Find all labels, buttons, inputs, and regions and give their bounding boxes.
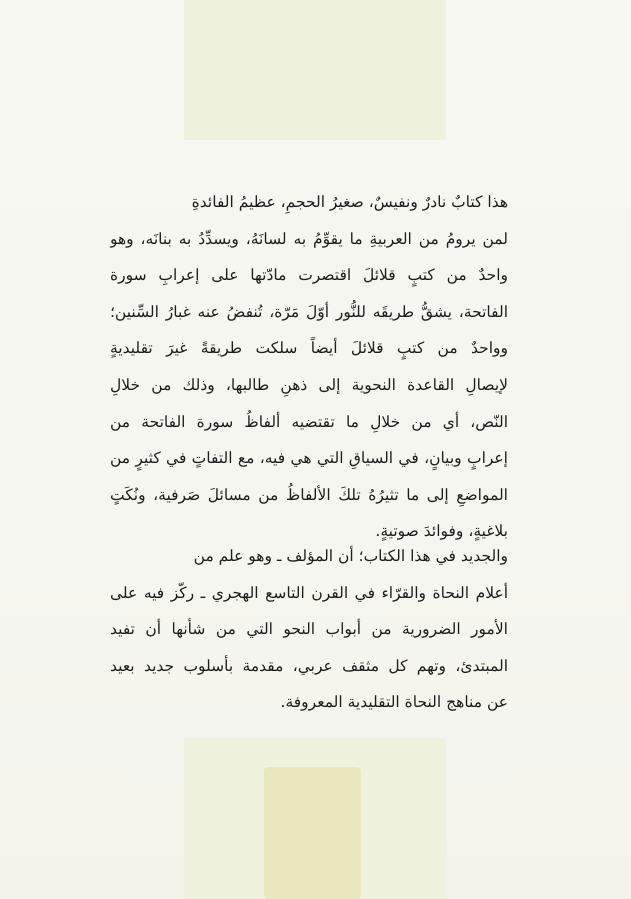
description-paragraph-2 [110, 538, 508, 721]
paragraph-line: عن مناهج النحاة التقليدية المعروفة. [280, 693, 508, 712]
paragraph-line: لمن يرومُ من العربيةِ ما يقوِّمُ به لسانَهُ، ويسدِّدُ به بنانَه، وهو [110, 229, 508, 248]
paragraph-line: إعرابٍ وبيانٍ، في السياقِ التي هي فيه، مع التفاتٍ في كثيرٍ من [110, 449, 508, 468]
bottom-decorative-panel [184, 738, 446, 899]
paragraph-line: هذا كتابٌ نادرٌ ونفيسٌ، صغيرُ الحجمِ، عظيمُ الفائدةِ [191, 193, 508, 211]
description-paragraph-1 [110, 184, 508, 550]
paragraph-line: المواضعِ إلى ما تثيرُهُ تلكَ الألفاظُ من مسائلَ صَرفية، ونُكَتٍ [110, 485, 508, 504]
paragraph-line: وواحدٌ من كتبٍ قلائلَ أيضاً سلكت طريقةً غيرَ تقليديةٍ [110, 339, 508, 358]
paragraph-line: والجديد في هذا الكتاب؛ أن المؤلف ـ وهو علم من [193, 547, 508, 565]
top-decorative-panel [184, 0, 446, 140]
paragraph-line: واحدٌ من كتبٍ قلائلَ اقتصرت مادّتها على إعرابِ سورة [110, 266, 508, 285]
label-placeholder-box [264, 767, 361, 899]
paragraph-line: لإيصالِ القاعدة النحوية إلى ذهنِ طالبها، وذلك من خلالِ [110, 375, 508, 394]
paragraph-line: الأمور الضرورية من أبواب النحو التي من شأنها أن تفيد [110, 620, 508, 639]
paragraph-line: الفاتحة، يشقُّ طريقَه للنُّور أوّلَ مَرّة، تُنفضُ عنه غبارُ السِّنين؛ [110, 302, 508, 321]
paragraph-line: بلاغيةٍ، وفوائدَ صوتيةٍ. [375, 522, 508, 541]
paragraph-line: المبتدئ، وتهم كل مثقف عربي، مقدمة بأسلوب جديد بعيد [110, 656, 508, 675]
paragraph-line: النّص، أي من خلالِ ما تقتضيه ألفاظُ سورة الفاتحة من [110, 412, 508, 431]
paragraph-line: أعلام النحاة والقرّاء في القرن التاسع الهجري ـ ركّز فيه على [110, 583, 508, 602]
